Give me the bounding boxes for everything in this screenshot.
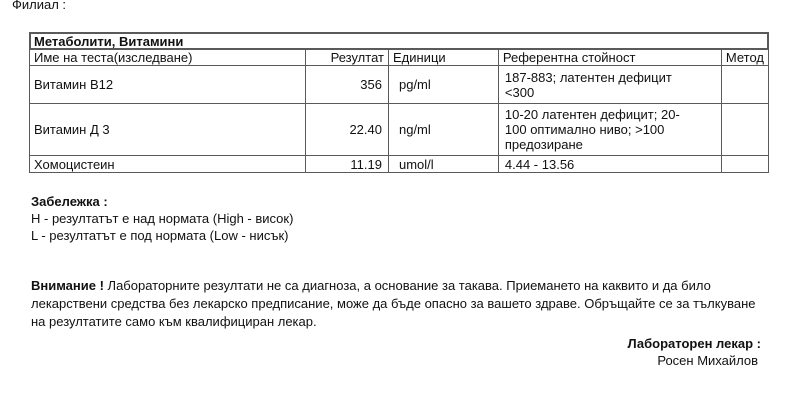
branch-label: Филиал : [12, 0, 67, 12]
reference-line: <300 [504, 84, 535, 100]
result-value: 22.40 [306, 104, 389, 156]
column-header-test-name: Име на теста(изследване) [30, 50, 306, 66]
column-header-row [30, 50, 769, 66]
test-name: Хомоцистеин [30, 156, 306, 173]
results-table [29, 32, 769, 173]
reference-range [498, 156, 721, 173]
reference-line: 100 оптимално ниво; >100 [504, 122, 665, 137]
reference-range [498, 66, 721, 104]
note-high: H - резултатът е над нормата (High - висок) [31, 211, 294, 226]
column-header-result: Резултат [306, 50, 389, 66]
method-value [721, 156, 768, 173]
result-unit: pg/ml [388, 66, 498, 104]
note-low: L - резултатът е под нормата (Low - нисък) [31, 228, 289, 243]
signature-name: Росен Михайлов [657, 353, 758, 368]
section-title: Метаболити, Витамини [30, 33, 769, 50]
warning-label: Внимание ! [31, 278, 104, 293]
table-row [30, 104, 769, 156]
result-unit: umol/l [388, 156, 498, 173]
section-header-row [30, 33, 769, 50]
result-unit: ng/ml [388, 104, 498, 156]
reference-range [498, 104, 721, 156]
column-header-units: Единици [388, 50, 498, 66]
result-value: 11.19 [306, 156, 389, 173]
reference-line: 187-883; латентен дефицит [504, 69, 672, 85]
table-row [30, 66, 769, 104]
notes-title: Забележка : [31, 194, 108, 209]
method-value [721, 104, 768, 156]
warning-text: Лабораторните резултати не са диагноза, а основание за такава. Приемането на каквито и да било лекарствени средства без лекарско предписание, може да бъде опасно за вашето здраве. Обръщайте се за тълкуване на резултатите само към квалифициран лекар. [31, 278, 756, 329]
test-name: Витамин Д 3 [30, 104, 306, 156]
method-value [721, 66, 768, 104]
signature-title: Лабораторен лекар : [627, 336, 761, 351]
reference-line: предозиране [504, 137, 583, 152]
test-name: Витамин B12 [30, 66, 306, 104]
result-value: 356 [306, 66, 389, 104]
reference-line: 4.44 - 13.56 [504, 156, 575, 172]
column-header-method: Метод [721, 50, 768, 66]
warning-paragraph [31, 277, 761, 331]
column-header-reference: Референтна стойност [498, 50, 721, 66]
reference-line: 10-20 латентен дефицит; 20- [504, 107, 680, 122]
table-row [30, 156, 769, 173]
